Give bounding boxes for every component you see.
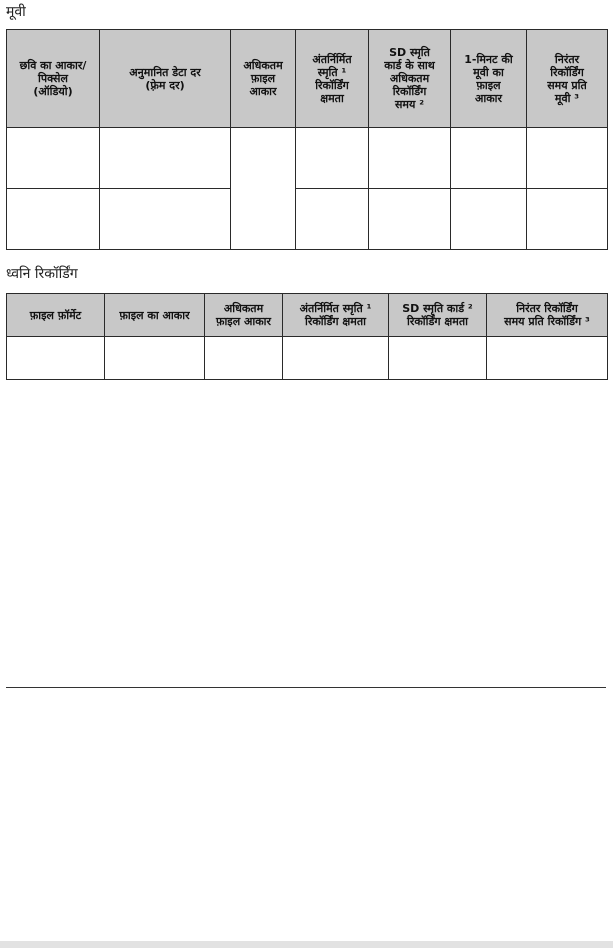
table-row [7, 128, 608, 189]
sound-header-continuous-time: निरंतर रिकॉर्डिंग समय प्रति रिकॉर्डिंग ³ [504, 302, 590, 328]
table-row [7, 337, 608, 380]
sound-header-file-format: फ़ाइल फ़ॉर्मेट [29, 308, 82, 322]
movie-header-data-rate: अनुमानित डेटा दर (फ़्रेम दर) [129, 65, 201, 92]
movie-header-cell [296, 30, 369, 128]
movie-header-cell [451, 30, 527, 128]
movie-header-cell [100, 30, 231, 128]
movie-header-max-file-size: अधिकतम फ़ाइल आकार [243, 59, 283, 98]
table-cell [283, 337, 389, 380]
movie-header-cell [527, 30, 608, 128]
sound-section-title: ध्वनि रिकॉर्डिंग [6, 266, 78, 282]
sound-header-sd-card: SD स्मृति कार्ड ² रिकॉर्डिंग क्षमता [402, 302, 473, 328]
table-cell [527, 128, 608, 189]
sound-header-cell [105, 294, 205, 337]
horizontal-rule [6, 687, 606, 688]
movie-header-cell [231, 30, 296, 128]
sound-header-cell [7, 294, 105, 337]
table-cell [296, 128, 369, 189]
sound-spec-table [6, 293, 608, 380]
table-cell [451, 189, 527, 250]
table-cell [205, 337, 283, 380]
movie-header-one-minute-size: 1-मिनट की मूवी का फ़ाइल आकार [464, 52, 513, 105]
table-cell [389, 337, 487, 380]
table-cell [451, 128, 527, 189]
table-cell [7, 337, 105, 380]
table-cell [7, 189, 100, 250]
table-cell [296, 189, 369, 250]
movie-spec-table [6, 29, 608, 250]
movie-header-continuous-time: निरंतर रिकॉर्डिंग समय प्रति मूवी ³ [547, 52, 587, 105]
sound-header-cell [487, 294, 608, 337]
sound-header-builtin-memory: अंतर्निर्मित स्मृति ¹ रिकॉर्डिंग क्षमता [299, 302, 372, 328]
movie-section-title: मूवी [6, 4, 26, 20]
sound-header-cell [389, 294, 487, 337]
movie-header-cell [7, 30, 100, 128]
sound-header-max-file-size: अधिकतम फ़ाइल आकार [215, 302, 272, 328]
table-cell [100, 128, 231, 189]
movie-header-image-size: छवि का आकार/ पिक्सेल (ऑडियो) [19, 59, 87, 98]
page-bottom-bar [0, 941, 613, 948]
table-cell [369, 189, 451, 250]
table-cell-merged [231, 128, 296, 250]
movie-header-cell [369, 30, 451, 128]
sound-header-cell [283, 294, 389, 337]
table-cell [105, 337, 205, 380]
table-cell [7, 128, 100, 189]
sound-header-row [7, 294, 608, 337]
movie-header-sd-card-time: SD स्मृति कार्ड के साथ अधिकतम रिकॉर्डिंग समय ² [384, 46, 435, 111]
table-row [7, 189, 608, 250]
sound-header-file-size: फ़ाइल का आकार [119, 308, 190, 322]
table-cell [487, 337, 608, 380]
table-cell [369, 128, 451, 189]
movie-header-row [7, 30, 608, 128]
sound-header-cell [205, 294, 283, 337]
movie-header-builtin-memory: अंतर्निर्मित स्मृति ¹ रिकॉर्डिंग क्षमता [312, 52, 352, 105]
table-cell [100, 189, 231, 250]
table-cell [527, 189, 608, 250]
